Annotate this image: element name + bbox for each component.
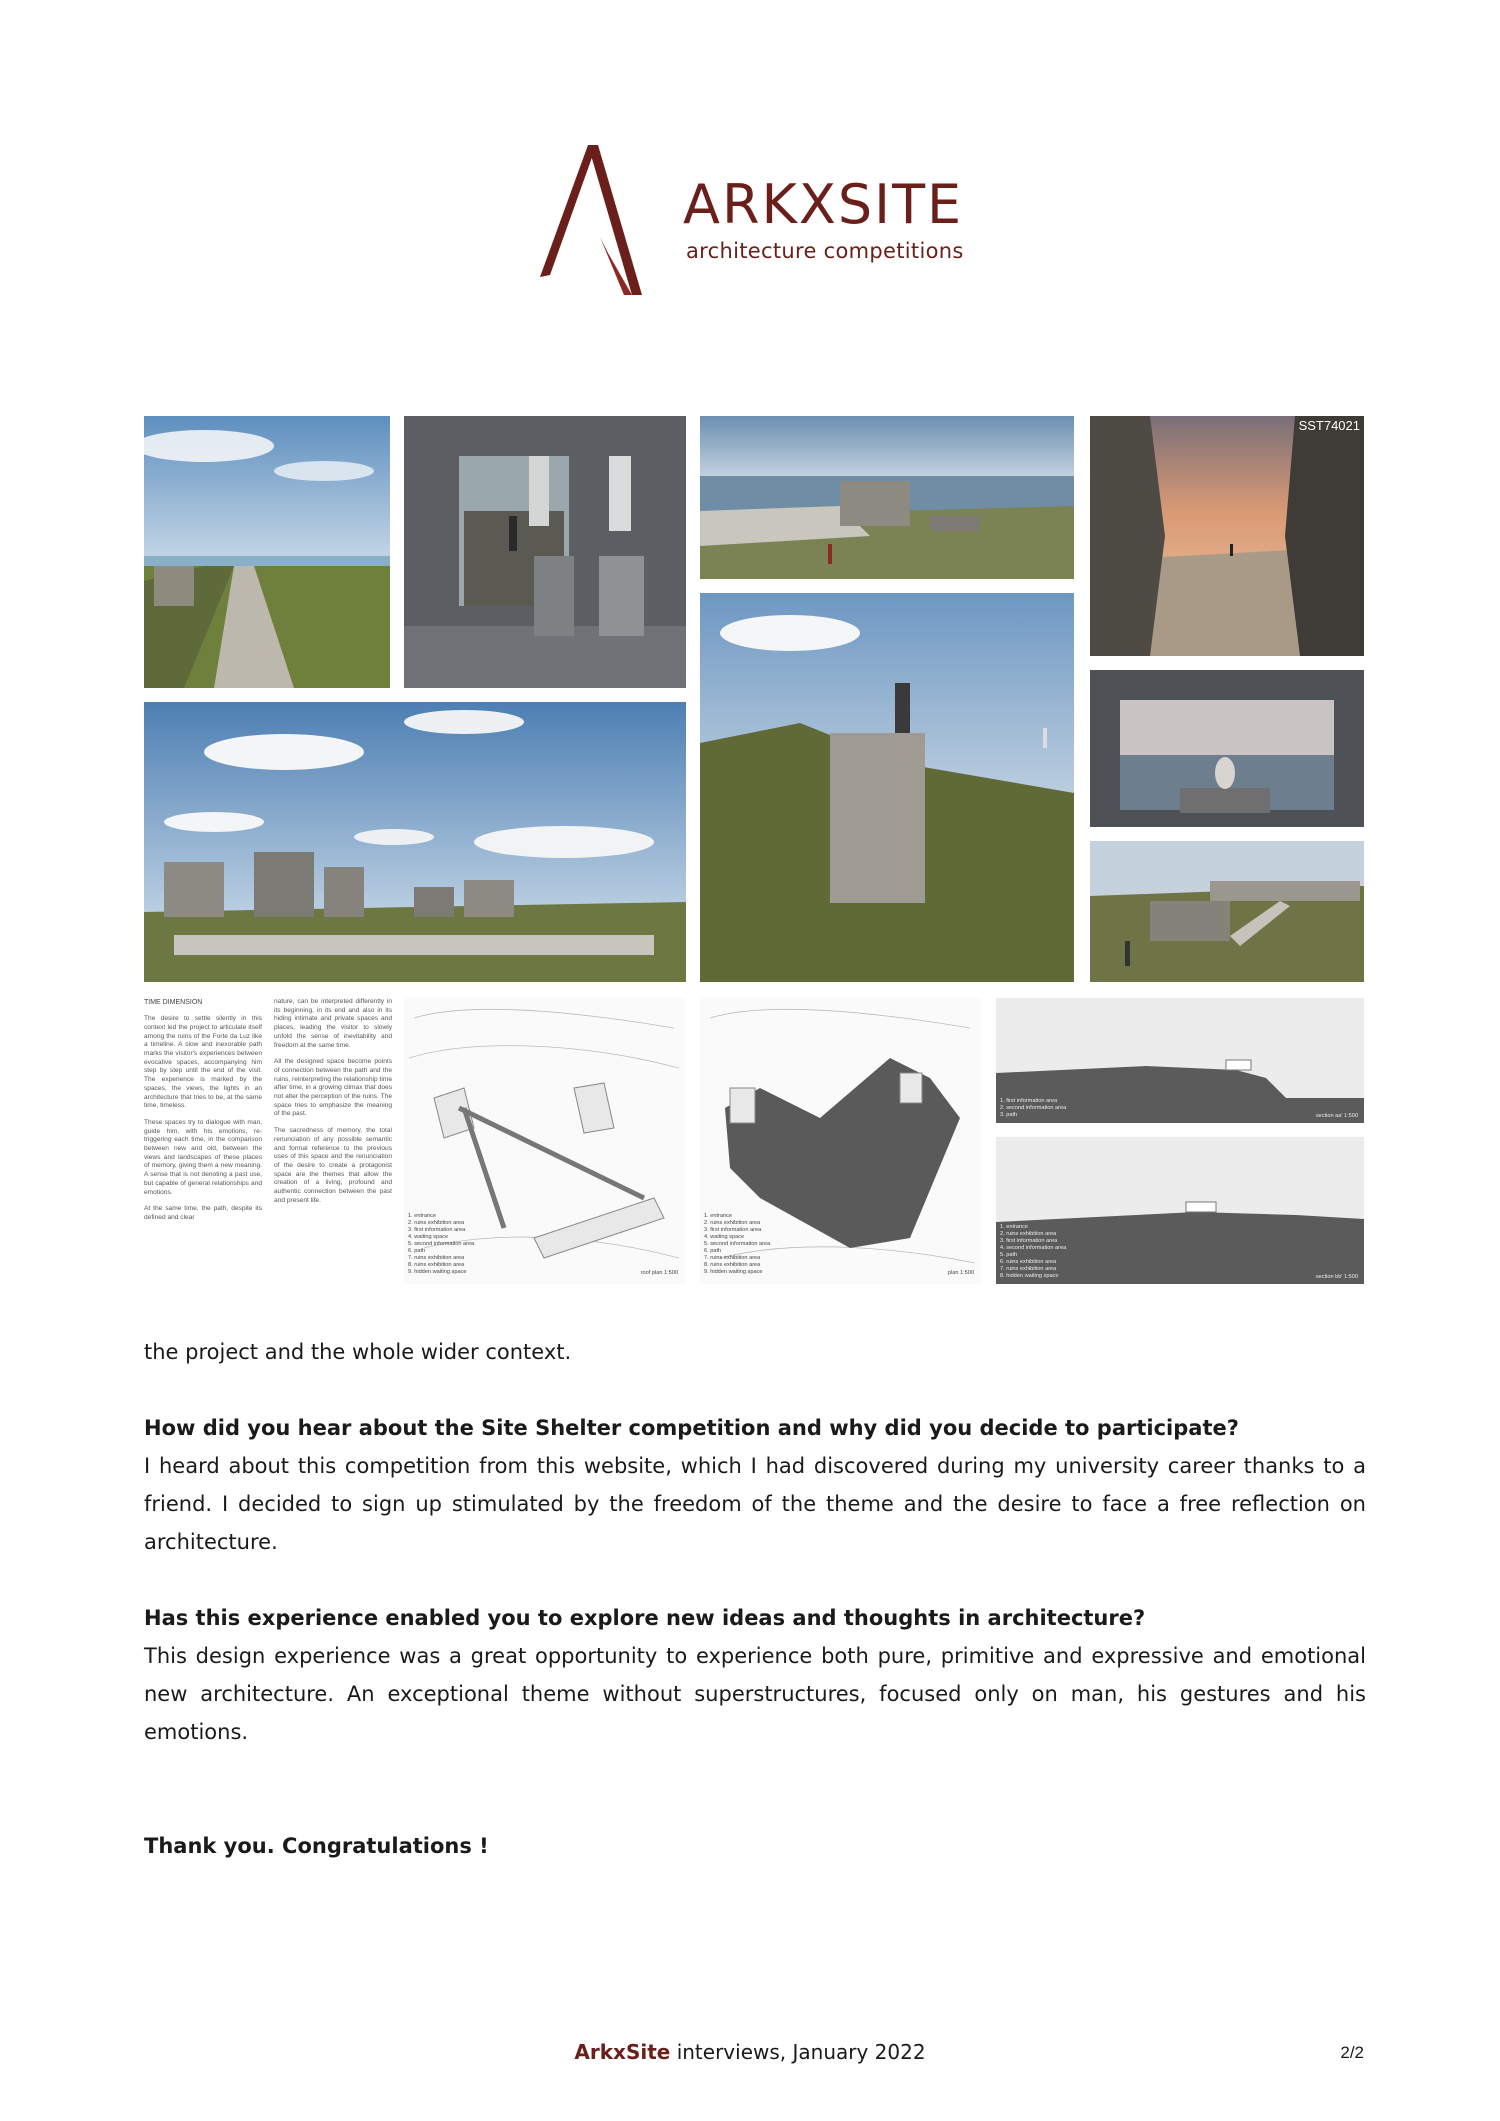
arkxsite-logo <box>540 145 980 305</box>
legend-item: 5. second information area <box>408 1241 475 1248</box>
answer-1: I heard about this competition from this website, which I had discovered during my university career thanks to a friend. I decided to sign up stimulated by the freedom of the theme and the desire to face a free reflection on architecture. <box>144 1454 1366 1554</box>
logo-tagline: architecture competitions <box>686 239 964 263</box>
roof-plan-drawing <box>404 998 686 1284</box>
board-paragraph: All the designed space become points of connection between the path and the ruins, reinterpreting the relationship time after time, in a growing climax that does not alter the perception of the ruins. The space tries to emphasize the meaning of the past. <box>274 1058 392 1118</box>
question-1: How did you hear about the Site Shelter competition and why did you decide to participate? <box>144 1416 1239 1440</box>
legend-item: 2. ruins exhibition area <box>704 1220 761 1227</box>
page-footer <box>0 2040 1500 2064</box>
legend-item: 1. entrance <box>1000 1224 1028 1231</box>
board-text-column-2 <box>274 998 392 1213</box>
legend-item: 7. ruins exhibition area <box>704 1255 761 1262</box>
render-path-image <box>144 416 390 688</box>
render-coast-image <box>700 416 1074 579</box>
answer-2: This design experience was a great opportunity to experience both pure, primitive and expressive and emotional new architecture. An exceptional theme without superstructures, focused only on man, his gestures and his emotions. <box>144 1644 1366 1744</box>
legend-item: 1. first information area <box>1000 1098 1058 1105</box>
floor-plan-drawing <box>700 998 982 1284</box>
render-stairs-image <box>1090 841 1364 982</box>
competition-board <box>144 416 1364 1284</box>
legend-item: 6. path <box>408 1248 426 1255</box>
legend-item: 3. path <box>1000 1112 1018 1119</box>
render-landscape-image <box>144 702 686 982</box>
closing-thanks: Thank you. Congratulations ! <box>144 1834 489 1858</box>
legend-item: 2. ruins exhibition area <box>408 1220 465 1227</box>
board-paragraph: The desire to settle silently in this context led the project to articulate itself among the ruins of the Forte da Luz like a timeline. A slow and inexorable path marks the visitor's experiences between evocative spaces, accompanying him step by step until the end of the visit. The experience is marked by the spaces, the views, the lights in an architecture that tries to be, at the same time, timeless. <box>144 1015 262 1110</box>
section-caption: section bb' 1:500 <box>1315 1274 1358 1280</box>
legend-item: 7. ruins exhibition area <box>1000 1266 1057 1273</box>
board-text-heading: TIME DIMENSION <box>144 999 203 1006</box>
legend-item: 2. ruins exhibition area <box>1000 1231 1057 1238</box>
legend-item: 9. hidden waiting space <box>408 1269 467 1276</box>
plan-caption: plan 1:500 <box>947 1270 974 1276</box>
legend-item: 4. second information area <box>1000 1245 1067 1252</box>
project-code: SST74021 <box>1298 418 1360 433</box>
legend-item: 8. ruins exhibition area <box>704 1262 761 1269</box>
plan-legend <box>408 1213 474 1276</box>
board-paragraph: These spaces try to dialogue with man, guide him, with his emotions, re-triggering each time, in the comparison between new and old, between the views and landscapes of these places of memory, giving them a new meaning. A sense that is not denoting a past use, but capable of general relationships and emotions. <box>144 1118 262 1196</box>
board-paragraph: At the same time, the path, despite its defined and clear <box>144 1205 262 1221</box>
legend-item: 1. entrance <box>408 1213 436 1220</box>
legend-item: 4. waiting space <box>704 1234 745 1241</box>
legend-item: 8. ruins exhibition area <box>408 1262 465 1269</box>
legend-item: 2. second information area <box>1000 1105 1067 1112</box>
board-paragraph: The sacredness of memory, the total renunciation of any possible semantic and formal reference to the previous uses of this space and the renunciation of the desire to create a protagonist space are the themes that allow the creation of a living, profound and authentic connection between the past and present life. <box>274 1127 392 1204</box>
legend-item: 5. second information area <box>704 1241 771 1248</box>
section-caption: section aa' 1:500 <box>1315 1113 1358 1119</box>
plan-caption: roof plan 1:500 <box>640 1270 678 1276</box>
legend-item: 6. path <box>704 1248 722 1255</box>
footer-text: interviews, January 2022 <box>670 2040 926 2064</box>
legend-item: 4. waiting space <box>408 1234 449 1241</box>
plan-legend <box>704 1213 770 1276</box>
question-2: Has this experience enabled you to explore new ideas and thoughts in architecture? <box>144 1606 1146 1630</box>
footer-brand: ArkxSite <box>574 2040 671 2064</box>
legend-item: 3. first information area <box>1000 1238 1058 1245</box>
page-number: 2/2 <box>1340 2043 1364 2062</box>
legend-item: 9. hidden waiting space <box>704 1269 763 1276</box>
logo-mark-icon <box>540 145 670 300</box>
section-aa-drawing <box>996 998 1364 1123</box>
render-interior-image <box>404 416 686 688</box>
board-paragraph: nature, can be interpreted differently in its beginning, in its end and also in its hiding intimate and private spaces and places, leading the visitor to slowly unfold the sense of inevitability and freedom at the same time. <box>274 998 392 1049</box>
legend-item: 3. first information area <box>408 1227 466 1234</box>
board-text-column-1 <box>144 998 262 1231</box>
section-legend <box>1000 1224 1066 1280</box>
render-sea-window-image <box>1090 670 1364 827</box>
render-monolith-image <box>700 593 1074 982</box>
legend-item: 6. ruins exhibition area <box>1000 1259 1057 1266</box>
legend-item: 8. hidden waiting space <box>1000 1273 1059 1280</box>
intro-text: the project and the whole wider context. <box>144 1340 572 1364</box>
legend-item: 1. entrance <box>704 1213 732 1220</box>
interview-article <box>144 1333 1366 1865</box>
legend-item: 3. first information area <box>704 1227 762 1234</box>
legend-item: 5. path <box>1000 1252 1018 1259</box>
section-bb-drawing <box>996 1137 1364 1284</box>
logo-name: ARKXSITE <box>683 173 964 236</box>
legend-item: 7. ruins exhibition area <box>408 1255 465 1262</box>
render-sunset-image <box>1090 416 1364 656</box>
section-legend <box>1000 1098 1066 1119</box>
